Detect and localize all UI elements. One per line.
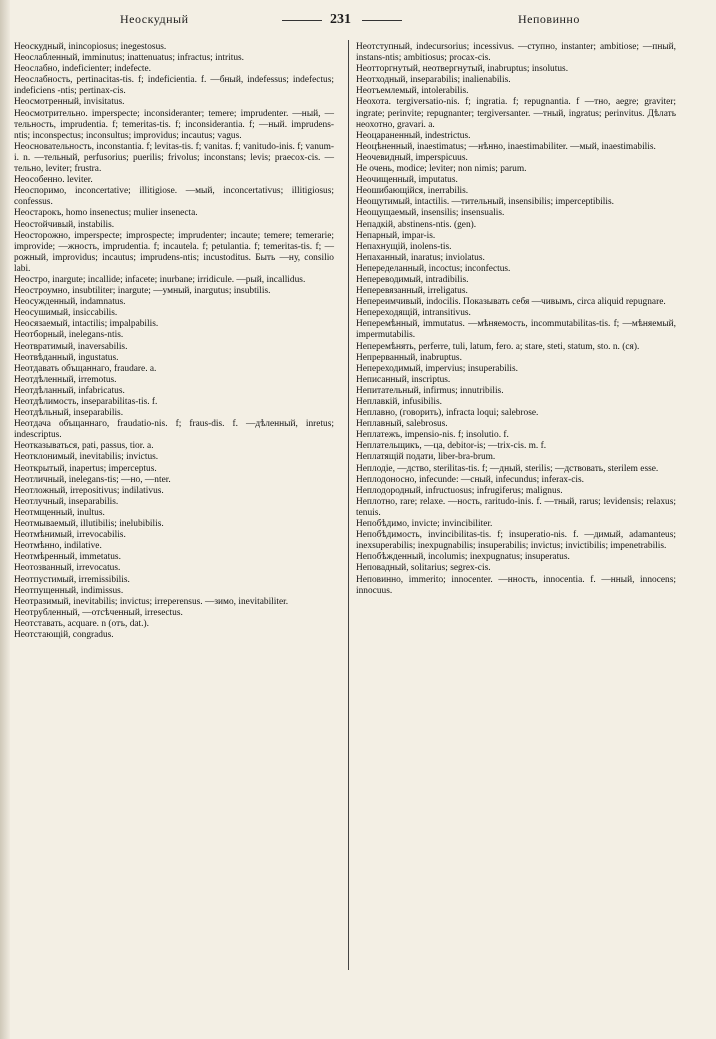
dictionary-entry [14,608,334,619]
entry-definition: inconcertative; illitigiose. —мый, inconcertativus; illitigiosus; confessus. [14,186,334,208]
dictionary-entry [356,575,676,597]
entry-definition: неотвергнутый, inabruptus; insolutus. [420,64,569,75]
entry-definition: inolens-tis. [407,241,452,252]
entry-definition: infusibilis. [399,397,442,407]
dictionary-entry [356,563,676,574]
dictionary-entry [356,75,676,86]
entry-definition: imperspicuus. [413,152,468,163]
dictionary-entry [356,64,676,75]
entry-headword: Неотмщенный, [14,507,75,518]
entry-headword: Неосязаемый, [14,319,70,330]
entry-headword: Неотстающій, [14,629,71,640]
header-right-guideword: Неповинно [518,12,580,26]
entry-headword: Неплавкій, [356,397,400,407]
entry-headword: Неотъемлемый, [356,86,419,97]
entry-definition: объщаннаго, fraudare. a. [59,363,157,374]
dictionary-entry [356,197,676,208]
dictionary-entry [356,175,676,186]
entry-definition: irrepositivus; indilativus. [67,485,164,496]
entry-definition: irreligatus. [425,286,468,297]
entry-headword: Неощущаемый, [356,208,419,219]
entry-headword: Неписанный, [356,374,410,385]
dictionary-entry [356,153,676,164]
entry-headword: Неосмотренный, [14,97,82,108]
entry-headword: Неповадный, [356,563,409,574]
dictionary-entry [356,208,676,219]
entry-headword: Неосужденный, [14,297,78,308]
dictionary-entry [14,375,334,386]
entry-definition: impar-is. [399,230,436,241]
dictionary-entry [356,519,676,530]
entry-definition: impervius; insuperabilis. [422,363,519,374]
entry-definition: inaratus; inviolatus. [408,252,485,263]
entry-definition: infabricatus. [75,385,125,396]
dictionary-entry [14,286,334,297]
entry-headword: Неотличный, [14,474,67,485]
entry-definition: inseparabilitas-tis. f. [78,397,158,407]
entry-headword: Неотозванный, [14,563,75,574]
entry-definition: invisitatus. [81,97,125,108]
entry-definition: indecursorius; incessivus. —ступно, instanter; ambitiose; —пный, instans-ntis; ambitiosus; procax-cis. [356,42,676,64]
entry-definition: indimissus. [78,585,124,596]
entry-definition: inseparabilis. [70,408,124,419]
dictionary-entry [356,441,676,452]
dictionary-entry [356,86,676,97]
entry-headword: Неоспоримо, [14,186,67,197]
entry-headword: Неплатящій [356,452,404,463]
entry-definition: immerito; innocenter. —нность, innocentia. f. —нный, innocens; innocuus. [356,574,676,596]
dictionary-entry [356,264,676,275]
entry-headword: Неотвратимый, [14,341,76,352]
entry-headword: Неостойчивый, [14,219,76,230]
entry-headword: Неостро, [14,274,50,285]
entry-definition: infructuosus; infrugiferus; malignus. [423,485,563,496]
entry-headword: Непобѣдимость, [356,530,423,541]
entry-headword: Неосновательность, [14,141,94,152]
dictionary-entry [14,464,334,475]
dictionary-entry [356,364,676,375]
entry-headword: Неотложный, [14,485,68,496]
entry-definition: modice; leviter; non nimis; parum. [394,164,527,175]
dictionary-entry [356,297,676,308]
entry-definition: indeficienter; indefecte. [59,64,152,75]
entry-definition: (говорить), infracta loqui; salebrose. [397,408,539,419]
entry-definition: infecunde: —сный, infecundus; inferax-cis. [416,474,584,485]
column-divider [348,40,349,970]
entry-headword: Неохота. [356,97,391,108]
entry-headword: Неплательщикъ, [356,441,422,452]
entry-headword: Неочевидный, [356,152,414,163]
dictionary-entry [14,408,334,419]
entry-definition: inseparabilis. [66,496,119,507]
entry-headword: Неослабно, [14,64,60,75]
entry-definition: intactilis; impalpabilis. [69,319,159,330]
dictionary-entry [14,552,334,563]
entry-headword: Непрерванный, [356,352,418,363]
entry-headword: Непереходящій, [356,308,420,319]
dictionary-entry [14,630,334,641]
entry-definition: inabruptus. [417,352,462,363]
dictionary-entry [14,530,334,541]
dictionary-entry [14,319,334,330]
entry-headword: Непахнущій, [356,241,408,252]
entry-definition: inelegans-ntis. [66,330,124,341]
dictionary-entry [356,353,676,364]
dictionary-entry [14,220,334,231]
entry-definition: inapertus; imperceptus. [66,463,157,474]
dictionary-entry [14,109,334,142]
entry-definition: salebrosus. [403,419,448,430]
dictionary-entry [14,497,334,508]
dictionary-entry [14,519,334,530]
entry-definition: indestrictus. [422,130,471,141]
entry-definition: indilative. [61,541,102,552]
entry-headword: Неотмѣнно, [14,541,62,552]
dictionary-entry [14,486,334,497]
entry-headword: Неотказываться, [14,441,80,452]
entry-headword: Неоткрытый, [14,463,67,474]
dictionary-entry [356,342,676,353]
dictionary-entry [356,131,676,142]
entry-definition: inevitabilis; invictus; irreperensus. —зимо, inevitabiliter. [70,596,289,607]
entry-headword: Неплавный, [356,419,404,430]
entry-definition: insiccabilis. [70,308,118,319]
dictionary-entry [14,53,334,64]
dictionary-entry [14,208,334,219]
entry-headword: Неперемѣнять, [356,341,417,352]
entry-headword: Неостарокъ, [14,208,64,219]
entry-headword: Неотборный, [14,330,67,341]
entry-headword: Неповинно, [356,574,404,585]
entry-definition: inargute; incallide; infacete; inurbane; irridicule. —рый, incallidus. [49,274,306,285]
dictionary-entry [14,275,334,286]
entry-headword: Неостроумно, [14,286,70,297]
entry-definition: —отсѣченный, irresectus. [79,607,183,618]
entry-headword: Неотразимый, [14,596,71,607]
entry-definition: invincibilitas-tis. f; insuperatio-nis. f. —димый, adamanteus; inexsuperabilis; inexpugnabilis; insuperabilis; invictus; invictibilis; impenetrabilis. [356,530,676,552]
dictionary-entry [356,253,676,264]
entry-definition: homo insenectus; mulier insenecta. [63,208,198,219]
entry-headword: Неочищенный, [356,175,417,186]
dictionary-entry [14,441,334,452]
entry-definition: inultus. [74,507,105,518]
entry-headword: Неперемѣнный, [356,319,420,330]
dictionary-entry [356,97,676,130]
dictionary-entry [14,386,334,397]
entry-headword: Неплодіе, [356,463,395,474]
entry-definition: instabilis. [75,219,115,230]
dictionary-entry [356,42,676,64]
entry-headword: Непеределанный, [356,263,427,274]
entry-headword: Неотдѣленный, [14,374,76,385]
entry-headword: Неотрубленный, [14,607,80,618]
entry-definition: congradus. [70,629,114,640]
dictionary-entry [356,486,676,497]
entry-headword: Неплатежъ, [356,430,403,441]
entry-definition: solitarius; segrex-cis. [408,563,491,574]
entry-definition: indamnatus. [77,297,126,308]
dictionary-entry [14,419,334,441]
entry-headword: Неотставать, [14,618,66,629]
scan-edge-shadow [0,0,10,1039]
dictionary-entry [14,142,334,175]
entry-definition: ininсopiosus; inegestosus. [65,42,167,52]
entry-definition: imperspecte; inconsideranter; temere; imprudenter. —ный, —тельность, imprudentia. f; temeritas-tis. f; inconsiderantia. f; —ный. imprudens-ntis; inconspectus; inconsultus; improvidus; incautus; vagus. [14,108,334,141]
dictionary-entry [14,353,334,364]
entry-headword: Непаханный, [356,252,409,263]
dictionary-entry [14,330,334,341]
entry-headword: Не очень, [356,164,395,175]
entry-headword: Непадкій, [356,219,396,230]
entry-headword: Неоцараненный, [356,130,423,141]
entry-definition: ingustatus. [75,352,119,363]
entry-headword: Неослабность, [14,75,73,86]
dictionary-entry [356,552,676,563]
entry-headword: Неотмываемый, [14,519,79,530]
dictionary-entry [356,319,676,341]
entry-headword: Неотпущенный, [14,585,79,596]
entry-definition: inseparabilis; inalienabilis. [407,75,511,86]
entry-definition: inconstantia. f; levitas-tis. f; vanitas. f; vanitudo-inis. f; vanum-i. n. —тельный, perfusorius; puerilis; frivolus; inconstans; levis; praecox-cis. —тельно, leviter; frustra. [14,141,334,175]
dictionary-entry [356,375,676,386]
dictionary-entry [356,530,676,552]
entry-definition: abstinens-ntis. (gen). [395,219,477,230]
dictionary-entry [14,586,334,597]
dictionary-entry [356,220,676,231]
entry-definition: incolumis; inexpugnatus; insuperatus. [425,552,570,563]
entry-headword: Неплодородный, [356,485,424,496]
entry-definition: infirmus; innutribilis. [420,385,504,396]
entry-definition: irrevocatus. [74,563,121,574]
entry-definition: imperspecte; improspecte; imprudenter; incaute; temere; temerarie; improvide; —жность, imprudentia. f; incautela. f; petulantia. f; temeritas-tis. f; —рожный, improvidus; incautus; imprudens-ntis; incustoditus. Быть —ну, consilio labi. [14,230,334,274]
entry-headword: Непереимчивый, [356,297,424,308]
dictionary-entry [356,275,676,286]
dictionary-entry [14,619,334,630]
dictionary-entry [14,231,334,275]
entry-headword: Непереводимый, [356,274,424,285]
dictionary-entry [356,186,676,197]
entry-headword: Неотдѣлимость, [14,397,79,407]
entry-definition: inelegans-tis; —но, —nter. [66,474,171,485]
entry-definition: invicte; invincibiliter. [409,519,493,530]
dictionary-entry [14,186,334,208]
entry-definition: rare; relaxe. —ность, raritudo-inis. f. —тный, rarus; levidensis; relaxus; tenuis. [356,496,676,518]
entry-headword: Непитательный, [356,385,421,396]
dictionary-entry [356,408,676,419]
dictionary-entry [14,508,334,519]
header-rule-left [282,20,322,21]
entry-definition: intolerabilis. [418,86,469,97]
header-rule-right [362,20,402,21]
entry-definition: acquare. n (отъ, dat.). [65,618,149,629]
entry-headword: Неоскудный, [14,42,66,52]
entry-definition: inaversabilis. [75,341,128,352]
entry-definition: irremissibilis. [76,574,130,585]
entry-definition: pertinacitas-tis. f; indeficientia. f. —бный, indefessus; indefectus; indeficiens -ntis; pertinax-cis. [14,75,334,97]
entry-headword: Неотмѣренный, [14,552,78,563]
dictionary-entry [14,297,334,308]
entry-definition: immutatus. —мѣняемость, incommutabilitas-tis. f; —мѣняемый, impermutabilis. [356,319,676,341]
dictionary-entry [356,286,676,297]
entry-headword: Непобѣжденный, [356,552,426,563]
entry-definition: tergiversatio-nis. f; ingratia. f; repugnantia. f —тно, aegre; graviter; ingrate; perinvite; repugnanter; tergiversanter. —тный, ingratus; perinvitus. Дѣлать неохотно, gravari. a. [356,97,676,130]
entry-headword: Неотходный, [356,75,408,86]
entry-headword: Неотпустимый, [14,574,77,585]
entry-definition: intactilis. —тительный, insensibilis; imperceptibilis. [412,197,614,208]
dictionary-entry [356,397,676,408]
entry-headword: Неотдѣльный, [14,408,71,419]
entry-headword: Неотторгнутый, [356,64,421,75]
entry-definition: illutibilis; inelubibilis. [78,519,164,530]
dictionary-entry [14,64,334,75]
entry-headword: Неошибающійся, [356,186,426,197]
dictionary-entry [14,575,334,586]
dictionary-entry [356,142,676,153]
entry-headword: Неперевязанный, [356,286,426,297]
entry-definition: incoctus; inconfectus. [426,263,511,274]
dictionary-entry [14,308,334,319]
entry-definition: intransitivus. [419,308,471,319]
entry-definition: объщаннаго, fraudatio-nis. f; fraus-dis. f. —дѣленный, inretus; indescriptus. [14,419,334,441]
entry-headword: Неосторожно, [14,230,71,241]
entry-definition: perferre, tuli, latum, fero. a; stare, steti, statum, sto. n. (ся). [416,341,640,352]
entry-definition: indocilis. Показывать себя —чивымъ, circa aliquid repugnare. [423,297,666,308]
entry-headword: Неотдавать [14,363,59,374]
entry-definition: inerrabilis. [425,186,469,197]
dictionary-entry [14,97,334,108]
dictionary-entry [14,75,334,97]
dictionary-entry [14,475,334,486]
entry-definition: imminutus; inattenuatus; infractus; intritus. [79,53,245,64]
entry-headword: Неплодоносно, [356,474,417,485]
right-column [356,42,676,597]
entry-headword: Неплотно, [356,496,398,507]
entry-definition: pati, passus, tior. a. [79,441,154,452]
entry-definition: immetatus. [77,552,121,563]
entry-headword: Неотлучный, [14,496,67,507]
entry-headword: Неосушимый, [14,308,71,319]
dictionary-entry [356,419,676,430]
entry-headword: Неоcлабленный, [14,53,80,64]
entry-definition: inaestimatus; —нѣнно, inaestimabiliter. —мый, inaestimabilis. [414,141,656,152]
entry-headword: Неощутимый, [356,197,413,208]
entry-definition: insensilis; insensualis. [418,208,505,219]
dictionary-entry [14,597,334,608]
dictionary-entry [356,164,676,175]
entry-definition: leviter. [64,175,93,186]
dictionary-entry [356,242,676,253]
entry-headword: Неотступный, [356,42,413,52]
dictionary-entry [14,563,334,574]
dictionary-entry [14,452,334,463]
entry-definition: insubtiliter; inargute; —умный, inargutus; insubtilis. [69,286,271,297]
entry-headword: Неотмѣнимый, [14,530,75,541]
dictionary-entry [356,386,676,397]
dictionary-entry [356,475,676,486]
entry-headword: Непереходимый, [356,363,423,374]
entry-definition: imputatus. [416,175,458,186]
entry-definition: подати, liber-bra-brum. [403,452,496,463]
dictionary-entry [356,308,676,319]
entry-headword: Неосмотрительно. [14,108,88,119]
page-number: 231 [330,12,351,27]
entry-definition: inevitabilis; invictus. [77,452,159,463]
entry-definition: inscriptus. [409,374,451,385]
entry-definition: —дство, sterilitas-tis. f; —дный, sterilis; —дствовать, sterilem esse. [394,463,659,474]
header-left-guideword: Неоскудный [120,12,189,26]
dictionary-entry [356,497,676,519]
entry-definition: intradibilis. [423,274,469,285]
dictionary-entry [356,452,676,463]
dictionary-entry [14,342,334,353]
entry-headword: Непобѣдимо, [356,519,410,530]
dictionary-entry [14,175,334,186]
entry-headword: Непарный, [356,230,400,241]
dictionary-entry [14,397,334,408]
entry-headword: Неотдѣланный, [14,385,76,396]
dictionary-entry [14,364,334,375]
entry-definition: irrevocabilis. [74,530,126,541]
entry-definition: impensio-nis. f; insolutio. f. [402,430,509,441]
entry-headword: Неотклонимый, [14,452,78,463]
entry-headword: Неособенно. [14,175,65,186]
entry-definition: irremotus. [75,374,117,385]
dictionary-entry [356,231,676,242]
entry-definition: —ца, debitor-is; —trix-cis. m. f. [421,441,547,452]
entry-headword: Неотдача [14,419,51,430]
entry-headword: Неплавно, [356,408,398,419]
dictionary-entry [14,541,334,552]
entry-headword: Неоцѣненный, [356,141,415,152]
entry-headword: Неотвѣданный, [14,352,76,363]
dictionary-entry [356,430,676,441]
left-column [14,42,334,641]
dictionary-entry [356,464,676,475]
dictionary-entry [14,42,334,53]
